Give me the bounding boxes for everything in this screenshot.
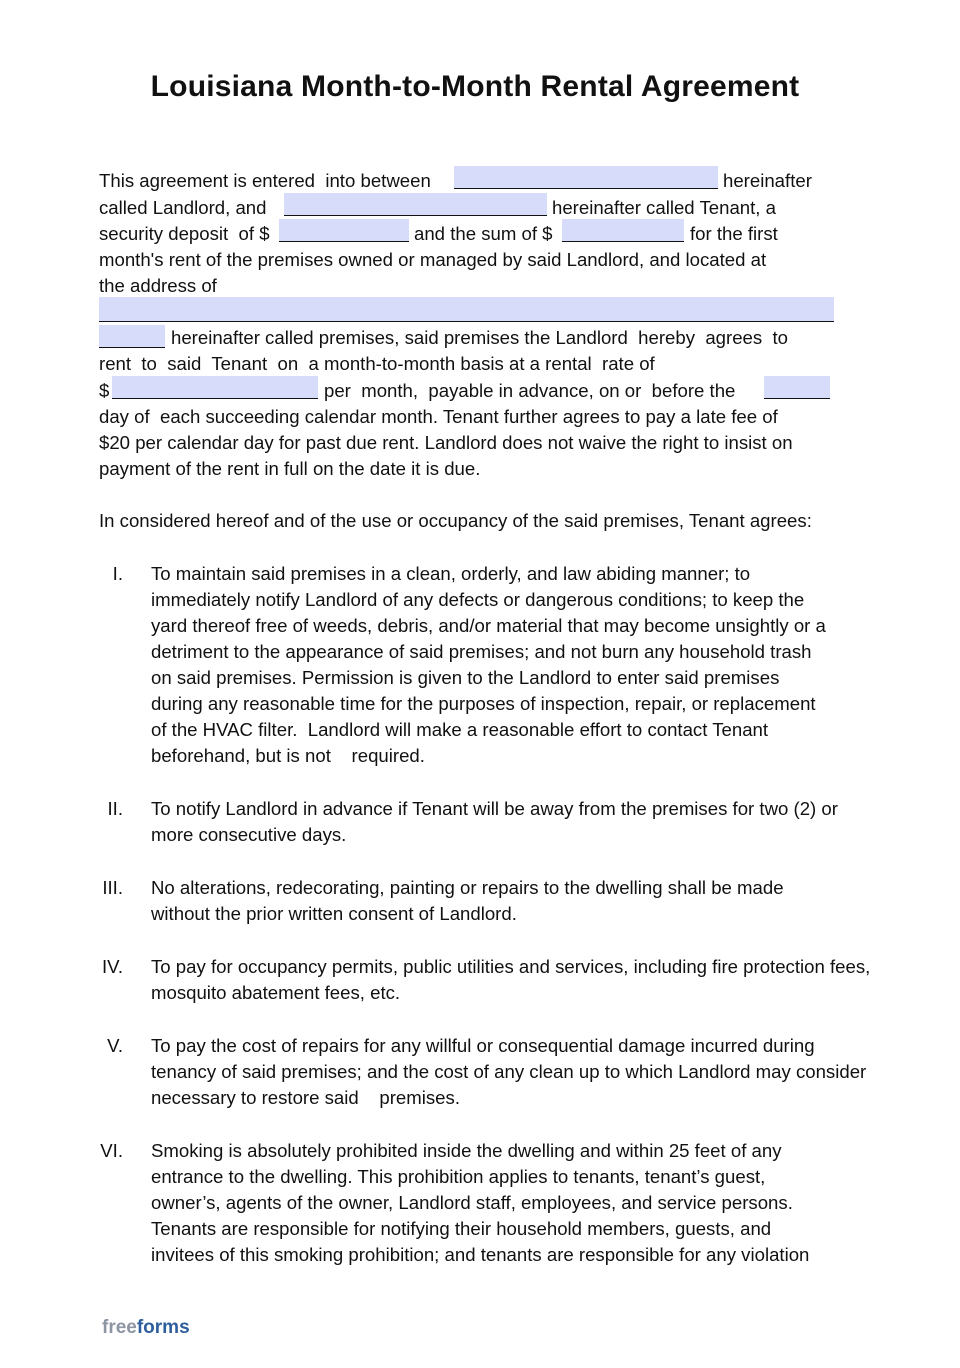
item-line: during any reasonable time for the purposes of inspection, repair, or replacement bbox=[151, 693, 816, 714]
item-line: tenancy of said premises; and the cost of any clean up to which Landlord may consider bbox=[151, 1061, 867, 1082]
item-line: more consecutive days. bbox=[151, 824, 347, 845]
consider-paragraph: In considered hereof and of the use or occupancy of the said premises, Tenant agrees: bbox=[99, 510, 812, 531]
item-line: To pay the cost of repairs for any willful or consequential damage incurred during bbox=[151, 1035, 815, 1056]
item-line: detriment to the appearance of said premises; and not burn any household trash bbox=[151, 641, 812, 662]
document-title: Louisiana Month-to-Month Rental Agreement bbox=[150, 70, 800, 103]
item-line: necessary to restore said premises. bbox=[151, 1087, 460, 1108]
intro-text: This agreement is entered into between bbox=[99, 170, 431, 191]
item-number: III. bbox=[102, 877, 123, 898]
item-line: No alterations, redecorating, painting or repairs to the dwelling shall be made bbox=[151, 877, 784, 898]
intro-text: called Landlord, and bbox=[99, 197, 267, 218]
intro-text: $20 per calendar day for past due rent. Landlord does not waive the right to insist on bbox=[99, 432, 793, 453]
item-line: on said premises. Permission is given to the Landlord to enter said premises bbox=[151, 667, 780, 688]
intro-text: security deposit of $ bbox=[99, 223, 270, 244]
intro-text: $ bbox=[99, 380, 110, 401]
item-number: V. bbox=[107, 1035, 123, 1056]
due-day-field[interactable] bbox=[764, 376, 830, 399]
item-line: To notify Landlord in advance if Tenant will be away from the premises for two (2) or bbox=[151, 798, 838, 819]
intro-text: for the first bbox=[690, 223, 778, 244]
logo-part-forms: forms bbox=[136, 1317, 190, 1338]
first-month-rent-field[interactable] bbox=[562, 219, 684, 242]
item-line: entrance to the dwelling. This prohibition applies to tenants, tenant’s guest, bbox=[151, 1166, 766, 1187]
item-line: yard thereof free of weeds, debris, and/or material that may become unsightly or a bbox=[151, 615, 826, 636]
intro-text: hereinafter called premises, said premises the Landlord hereby agrees to bbox=[171, 327, 789, 348]
item-line: Tenants are responsible for notifying their household members, guests, and bbox=[151, 1218, 772, 1239]
tenant-name-field[interactable] bbox=[284, 193, 547, 216]
intro-text: per month, payable in advance, on or before the bbox=[324, 380, 736, 401]
freeforms-logo bbox=[102, 1317, 190, 1339]
intro-text: day of each succeeding calendar month. Tenant further agrees to pay a late fee of bbox=[99, 406, 778, 427]
intro-text: hereinafter bbox=[723, 170, 812, 191]
item-number: VI. bbox=[100, 1140, 123, 1161]
item-line: To maintain said premises in a clean, orderly, and law abiding manner; to bbox=[151, 563, 751, 584]
intro-text: payment of the rent in full on the date it is due. bbox=[99, 458, 481, 479]
item-line: Smoking is absolutely prohibited inside the dwelling and within 25 feet of any bbox=[151, 1140, 782, 1161]
logo-part-free: free bbox=[102, 1317, 137, 1338]
item-line: immediately notify Landlord of any defects or dangerous conditions; to keep the bbox=[151, 589, 805, 610]
address-field[interactable] bbox=[99, 297, 834, 322]
item-number: II. bbox=[107, 798, 123, 819]
item-line: owner’s, agents of the owner, Landlord staff, employees, and service persons. bbox=[151, 1192, 793, 1213]
item-line: invitees of this smoking prohibition; and tenants are responsible for any violation bbox=[151, 1244, 810, 1265]
security-deposit-field[interactable] bbox=[279, 219, 409, 242]
item-line: without the prior written consent of Landlord. bbox=[151, 903, 517, 924]
intro-text: the address of bbox=[99, 275, 217, 296]
intro-text: and the sum of $ bbox=[414, 223, 553, 244]
landlord-name-field[interactable] bbox=[454, 166, 718, 189]
item-line: beforehand, but is not required. bbox=[151, 745, 425, 766]
item-number: I. bbox=[112, 563, 123, 584]
item-line: mosquito abatement fees, etc. bbox=[151, 982, 401, 1003]
intro-text: rent to said Tenant on a month-to-month basis at a rental rate of bbox=[99, 353, 655, 374]
item-number: IV. bbox=[101, 956, 123, 977]
intro-text: month's rent of the premises owned or managed by said Landlord, and located at bbox=[99, 249, 767, 270]
monthly-rent-field[interactable] bbox=[112, 376, 318, 399]
address-field-continued[interactable] bbox=[99, 325, 165, 348]
intro-text: hereinafter called Tenant, a bbox=[552, 197, 776, 218]
item-line: of the HVAC filter. Landlord will make a reasonable effort to contact Tenant bbox=[151, 719, 769, 740]
item-line: To pay for occupancy permits, public utilities and services, including fire protection fees, bbox=[151, 956, 871, 977]
